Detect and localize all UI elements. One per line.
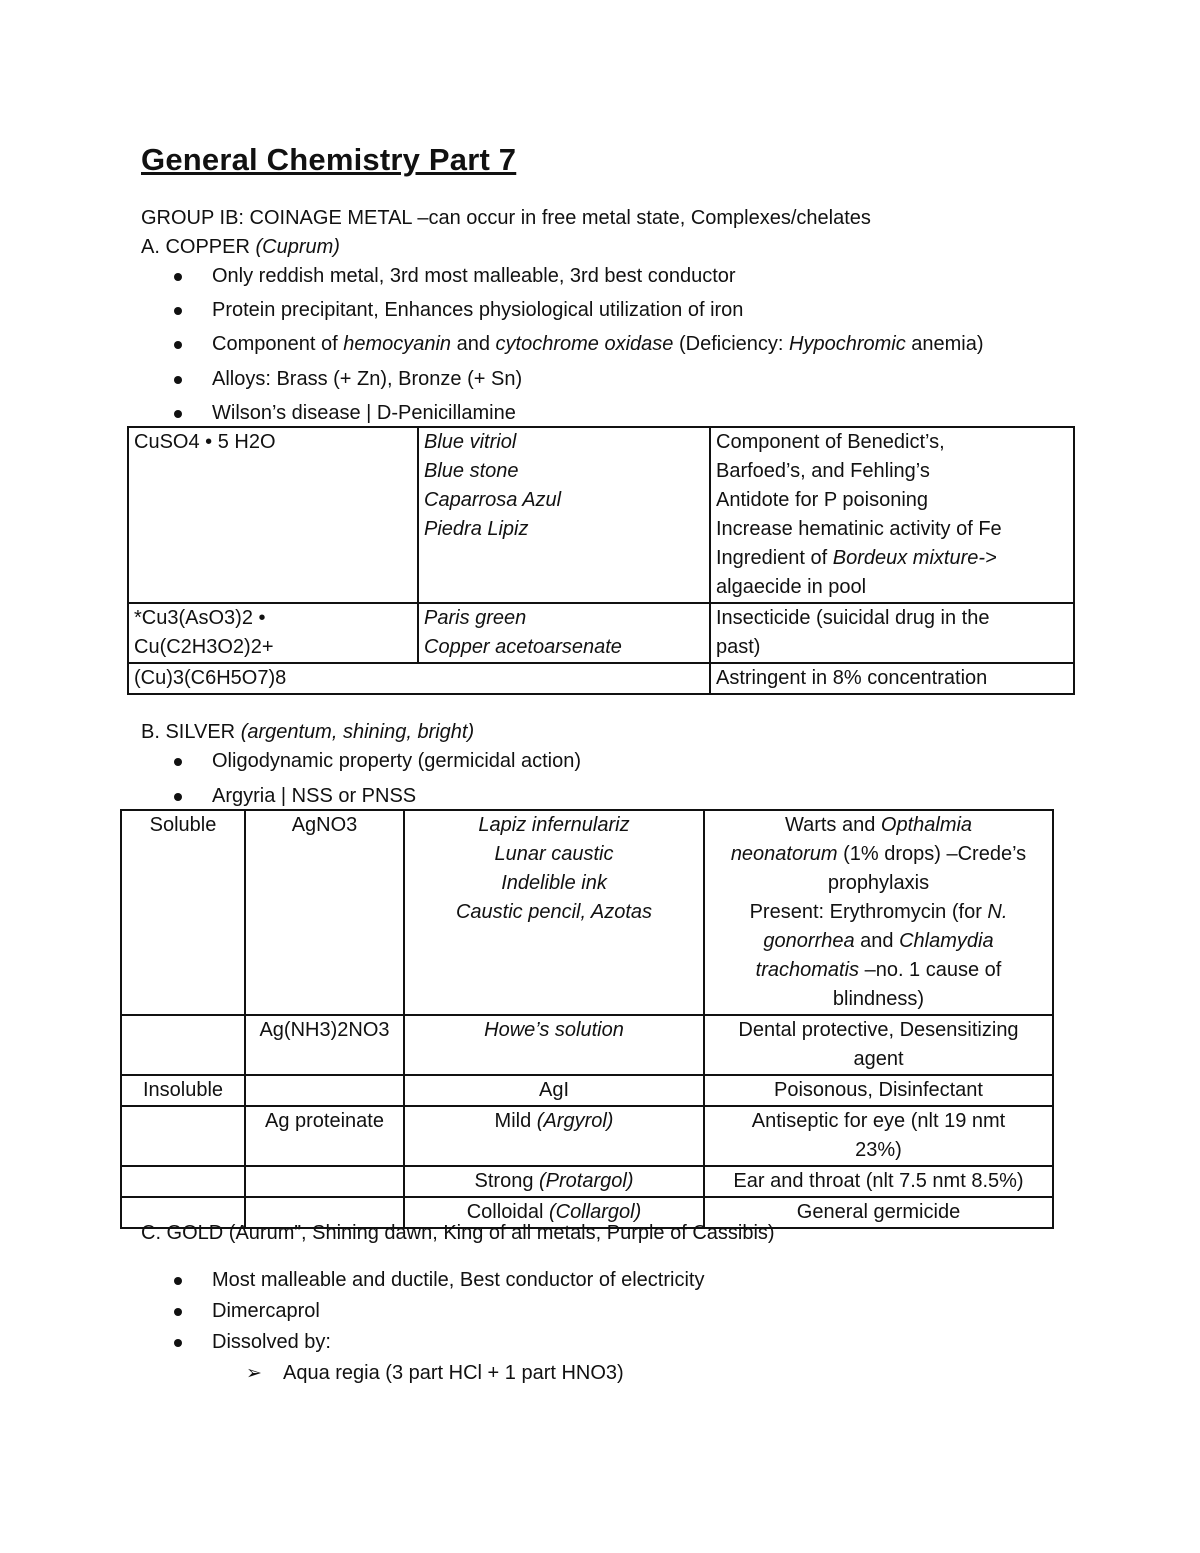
cell-line: *Cu3(AsO3)2 • — [134, 607, 266, 629]
text-run: trachomatis — [755, 959, 860, 981]
text-run: Warts and — [784, 814, 881, 836]
copper-bullet-4: Alloys: Brass (+ Zn), Bronze (+ Sn) — [212, 368, 523, 390]
table-cell — [710, 603, 1074, 663]
table-cell — [404, 810, 704, 1015]
cell-line — [710, 898, 1047, 927]
cell-line: Blue vitriol — [424, 431, 517, 453]
cell-line: algaecide in pool — [716, 576, 867, 598]
cell-line: Copper acetoarsenate — [424, 636, 622, 658]
cell-line: Component of Benedict’s, — [716, 431, 945, 453]
table-row — [121, 1106, 1053, 1166]
table-cell — [128, 603, 418, 663]
cell-line — [716, 544, 1068, 573]
cell-line: Paris green — [424, 607, 527, 629]
page-title: General Chemistry Part 7 — [141, 142, 517, 177]
silver-heading-latin: (argentum, shining, bright) — [240, 721, 475, 743]
table-cell — [245, 1075, 404, 1106]
table-cell — [404, 1015, 704, 1075]
copper-bullet-2: Protein precipitant, Enhances physiological utilization of iron — [212, 299, 744, 321]
cell-line: blindness) — [832, 988, 925, 1010]
cell-line: Caustic pencil, Azotas — [455, 901, 652, 923]
copper-bullet-1: Only reddish metal, 3rd most malleable, 3rd best conductor — [212, 265, 736, 287]
cell-line: Increase hematinic activity of Fe — [716, 518, 1002, 540]
table-cell — [704, 1015, 1053, 1075]
table-row — [128, 427, 1074, 603]
text-run: (1% drops) –Crede’s — [837, 843, 1027, 865]
silver-bullet-2: Argyria | NSS or PNSS — [212, 785, 417, 807]
bullet-dot — [174, 793, 182, 801]
text-run: (Protargol) — [539, 1170, 634, 1192]
table-cell: AgI — [404, 1075, 704, 1106]
text-run: Mild — [494, 1110, 537, 1132]
table-cell — [710, 427, 1074, 603]
text-run: hemocyanin — [343, 333, 452, 355]
table-row — [121, 810, 1053, 1015]
gold-heading: C. GOLD (Aurum”, Shining dawn, King of all metals, Purple of Cassibis) — [141, 1222, 775, 1244]
silver-compounds-table — [120, 809, 1054, 1229]
text-run: Bordeux mixture-> — [832, 547, 997, 569]
cell-line — [710, 840, 1047, 869]
table-cell: Ag proteinate — [245, 1106, 404, 1166]
cell-line: Indelible ink — [501, 872, 607, 894]
copper-heading — [141, 233, 340, 262]
bullet-dot — [174, 1277, 182, 1285]
gold-bullet-2: Dimercaprol — [212, 1300, 320, 1322]
bullet-dot — [174, 273, 182, 281]
text-run: neonatorum — [730, 843, 838, 865]
cell-line: Barfoed’s, and Fehling’s — [716, 460, 930, 482]
bullet-dot — [174, 758, 182, 766]
table-cell: Soluble — [121, 810, 245, 1015]
cell-line: Caparrosa Azul — [424, 489, 562, 511]
text-run: cytochrome oxidase — [495, 333, 674, 355]
cell-line: Dental protective, Desensitizing — [738, 1019, 1019, 1041]
table-cell — [704, 810, 1053, 1015]
table-cell — [418, 603, 710, 663]
text-run: Strong — [474, 1170, 539, 1192]
group-line: GROUP IB: COINAGE METAL –can occur in free metal state, Complexes/chelates — [141, 207, 871, 229]
cell-line: agent — [853, 1048, 904, 1070]
table-cell: Ag(NH3)2NO3 — [245, 1015, 404, 1075]
copper-bullet-5: Wilson’s disease | D-Penicillamine — [212, 402, 516, 424]
text-run: N. — [987, 901, 1008, 923]
table-cell — [121, 1015, 245, 1075]
table-row — [128, 663, 1074, 694]
silver-bullet-1: Oligodynamic property (germicidal action) — [212, 750, 582, 772]
cell-line: Lapiz infernulariz — [478, 814, 630, 836]
text-run: Chlamydia — [899, 930, 994, 952]
bullet-dot — [174, 341, 182, 349]
cell-line: 23%) — [855, 1139, 902, 1161]
text-run: Opthalmia — [880, 814, 973, 836]
table-cell: General germicide — [704, 1197, 1053, 1228]
table-cell: (Cu)3(C6H5O7)8 — [128, 663, 710, 694]
cell-line: Lunar caustic — [494, 843, 614, 865]
cell-line: Insecticide (suicidal drug in the — [716, 607, 990, 629]
table-cell: Poisonous, Disinfectant — [704, 1075, 1053, 1106]
text-run: (Deficiency: — [673, 333, 789, 355]
copper-compounds-table — [127, 426, 1075, 695]
text-run: Present: Erythromycin (for — [749, 901, 988, 923]
gold-sub-bullet-1: Aqua regia (3 part HCl + 1 part HNO3) — [283, 1362, 624, 1384]
cell-line: Antiseptic for eye (nlt 19 nmt — [751, 1110, 1006, 1132]
table-cell — [418, 427, 710, 603]
cell-line: Cu(C2H3O2)2+ — [134, 636, 274, 658]
bullet-dot — [174, 1339, 182, 1347]
gold-bullet-3: Dissolved by: — [212, 1331, 331, 1353]
copper-heading-latin: (Cuprum) — [255, 236, 340, 258]
table-cell — [121, 1166, 245, 1197]
table-cell — [704, 1106, 1053, 1166]
copper-heading-text: A. COPPER — [141, 236, 250, 258]
cell-line — [710, 927, 1047, 956]
cell-line: Antidote for P poisoning — [716, 489, 929, 511]
table-cell — [245, 1166, 404, 1197]
text-run: Hypochromic — [789, 333, 906, 355]
text-run: (Collargol) — [549, 1201, 642, 1223]
text-run: gonorrhea — [763, 930, 855, 952]
bullet-dot — [174, 1308, 182, 1316]
cell-line: prophylaxis — [827, 872, 930, 894]
bullet-dot — [174, 410, 182, 418]
text-run: anemia) — [905, 333, 984, 355]
arrow-bullet-icon: ➢ — [246, 1363, 262, 1384]
cell-line — [710, 956, 1047, 985]
table-row — [121, 1075, 1053, 1106]
copper-bullet-3 — [212, 330, 984, 359]
table-row — [121, 1166, 1053, 1197]
table-cell: AgNO3 — [245, 810, 404, 1015]
cell-line: Piedra Lipiz — [424, 518, 529, 540]
text-run: Colloidal — [466, 1201, 549, 1223]
text-run: and — [854, 930, 900, 952]
table-cell: CuSO4 • 5 H2O — [128, 427, 418, 603]
cell-line: past) — [716, 636, 761, 658]
table-row — [128, 603, 1074, 663]
table-cell — [404, 1166, 704, 1197]
text-run: Howe’s solution — [484, 1019, 624, 1041]
text-run: and — [451, 333, 496, 355]
silver-heading-text: B. SILVER — [141, 721, 236, 743]
table-cell — [404, 1106, 704, 1166]
silver-heading — [141, 718, 474, 747]
text-run: Component of — [212, 333, 344, 355]
bullet-dot — [174, 307, 182, 315]
text-run: –no. 1 cause of — [859, 959, 1002, 981]
cell-line: Blue stone — [424, 460, 519, 482]
table-cell: Insoluble — [121, 1075, 245, 1106]
table-cell: Astringent in 8% concentration — [710, 663, 1074, 694]
gold-bullet-1: Most malleable and ductile, Best conductor of electricity — [212, 1269, 705, 1291]
table-row — [121, 1015, 1053, 1075]
table-cell: Ear and throat (nlt 7.5 nmt 8.5%) — [704, 1166, 1053, 1197]
text-run: Ingredient of — [716, 547, 833, 569]
bullet-dot — [174, 376, 182, 384]
text-run: (Argyrol) — [536, 1110, 614, 1132]
table-cell — [121, 1106, 245, 1166]
cell-line — [710, 811, 1047, 840]
